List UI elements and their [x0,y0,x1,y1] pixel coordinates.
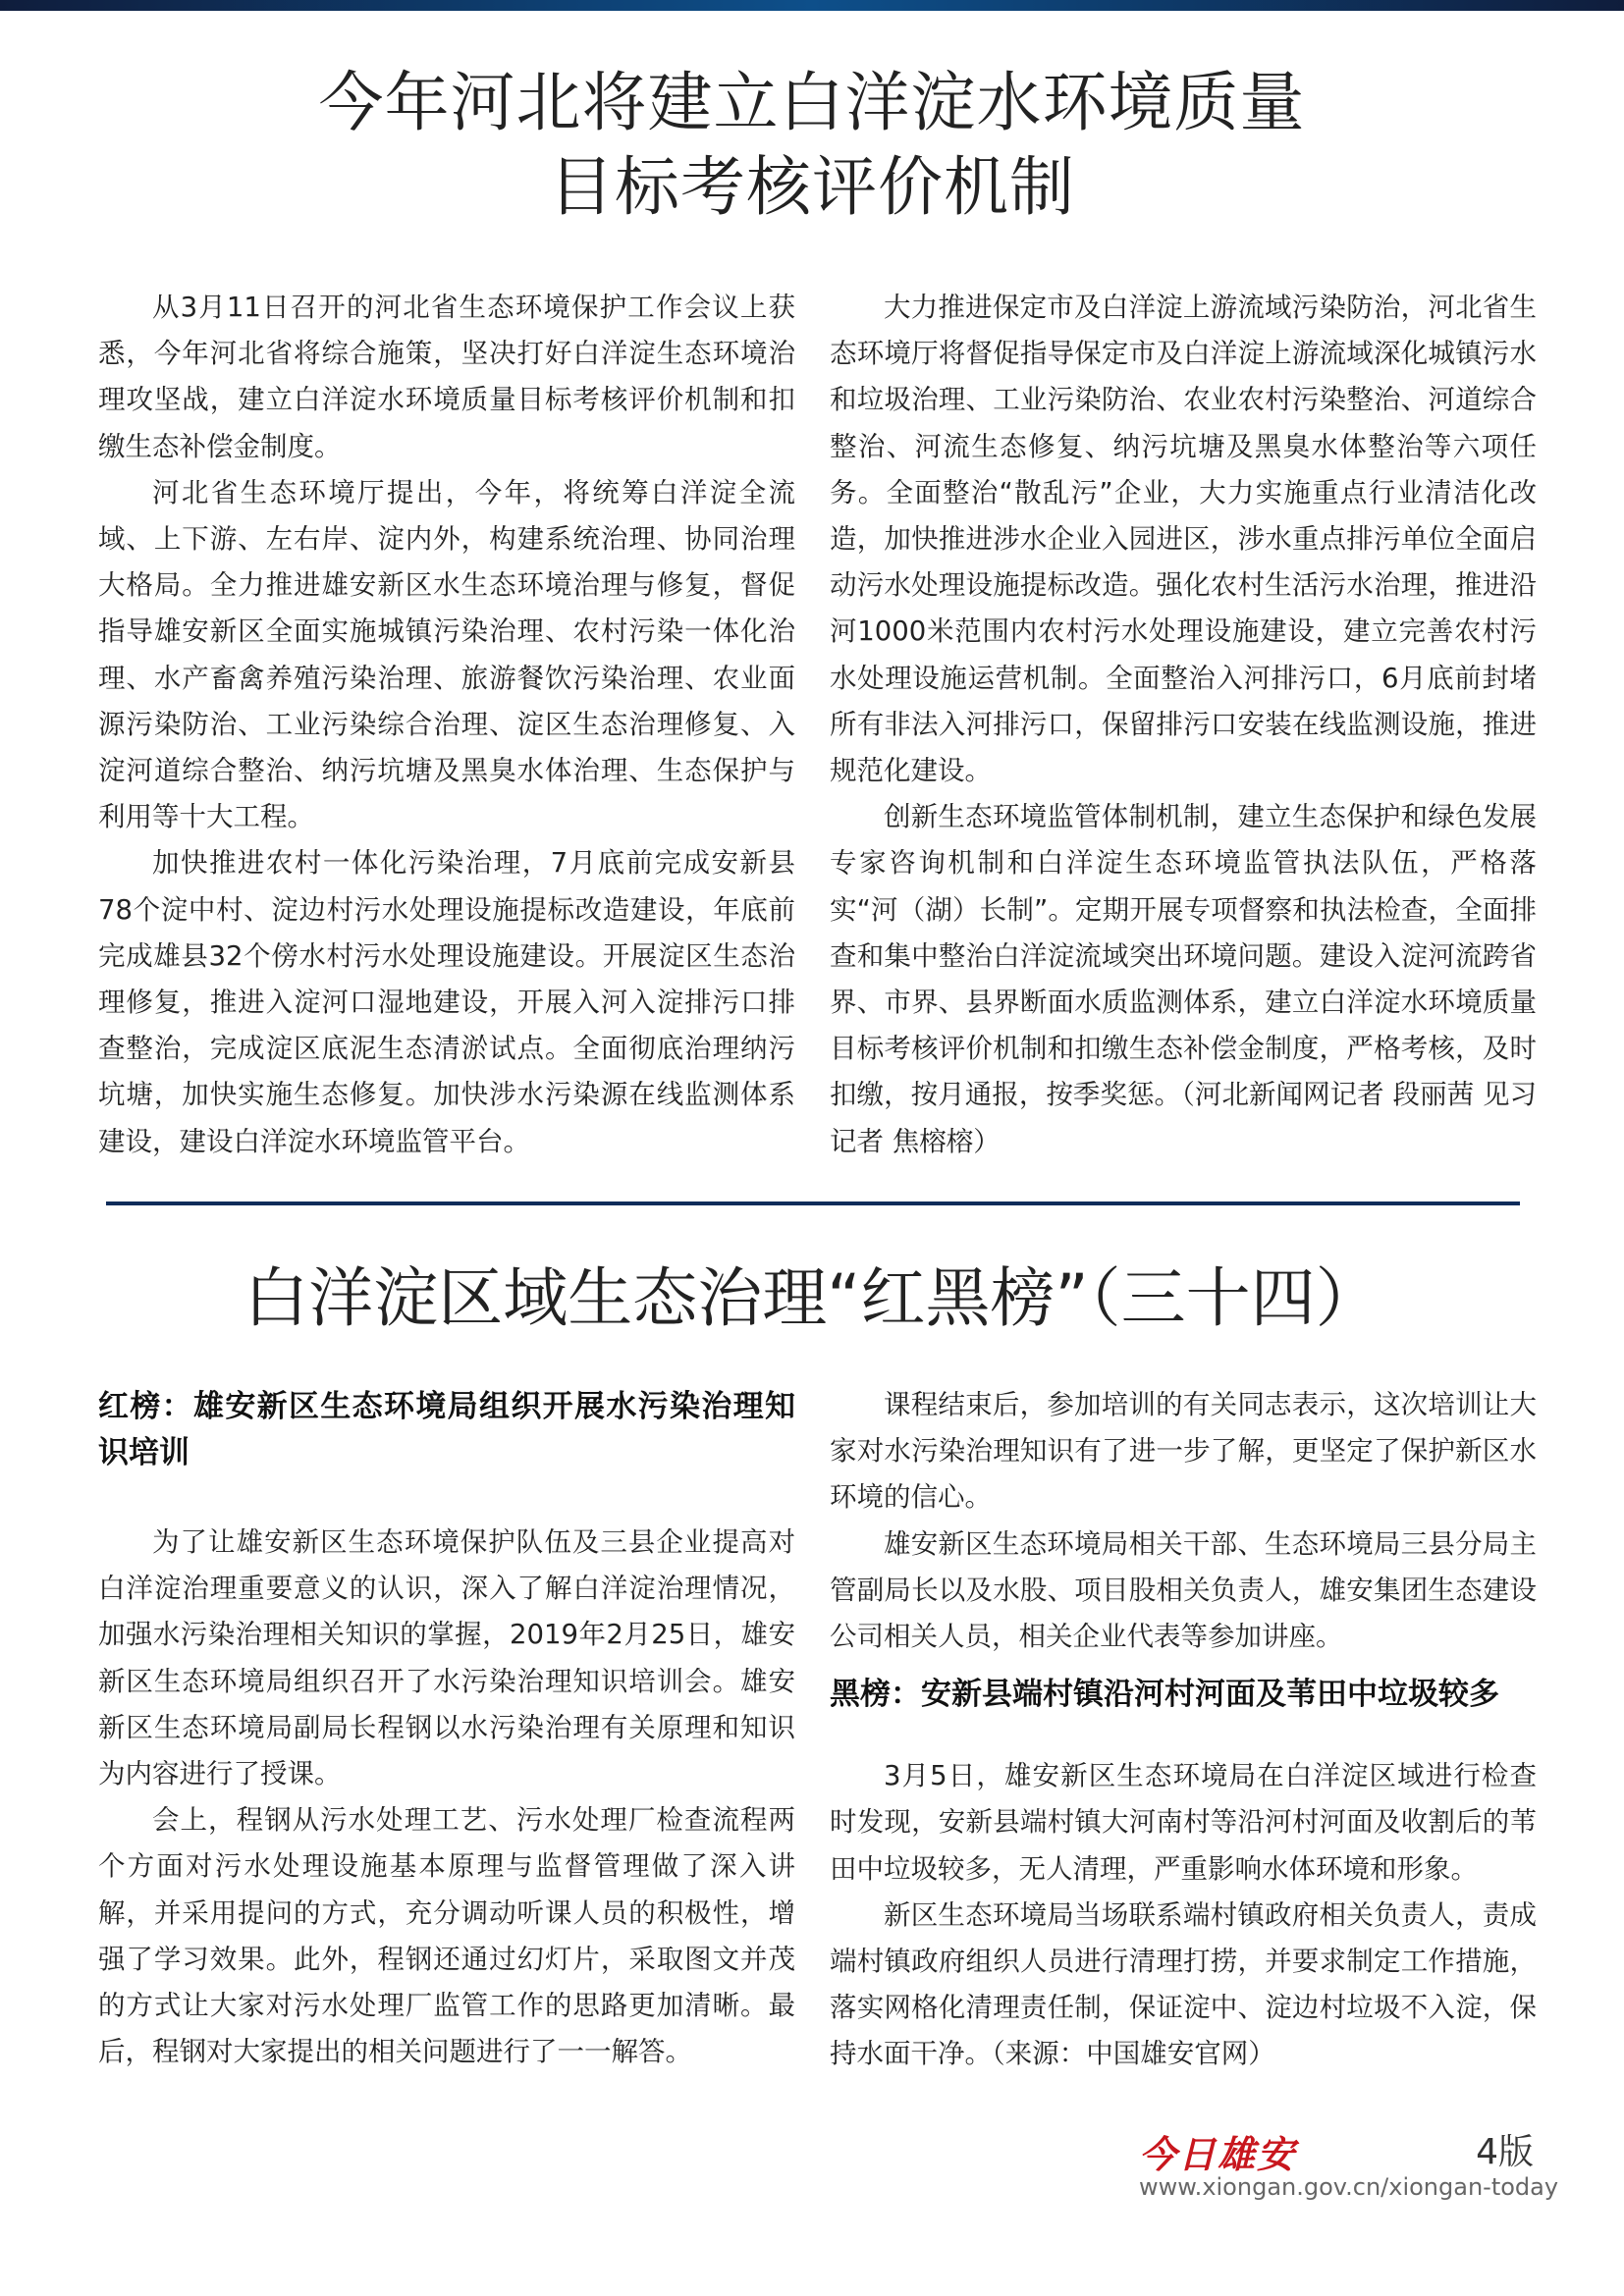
black-list-heading: 黑榜：安新县端村镇沿河村河面及苇田中垃圾较多 [830,1677,1499,1713]
newspaper-logo: 今日雄安 [1139,2132,1297,2176]
article2-right-column [830,1382,1537,2078]
paragraph: 从3月11日召开的河北省生态环境保护工作会议上获悉，今年河北省将综合施策，坚决打好白洋淀生态环境治理攻坚战，建立白洋淀水环境质量目标考核评价机制和扣缴生态补偿金制度。 [98,292,795,462]
article1-right-column [830,285,1537,1165]
article1-title-line2: 目标考核评价机制 [549,149,1075,225]
article2-left-column [98,1384,795,2075]
article1-title-line1: 今年河北将建立白洋淀水环境质量 [318,65,1306,140]
footer-url: www.xiongan.gov.cn/xiongan-today [1139,2173,1559,2201]
paragraph: 雄安新区生态环境局相关干部、生态环境局三县分局主管副局长以及水股、项目股相关负责人，雄安集团生态建设公司相关人员，相关企业代表等参加讲座。 [830,1527,1537,1653]
paragraph: 加快推进农村一体化污染治理，7月底前完成安新县78个淀中村、淀边村污水处理设施提标改造建设，年底前完成雄县32个傍水村污水处理设施建设。开展淀区生态治理修复，推进入淀河口湿地建设，开展入河入淀排污口排查整治，完成淀区底泥生态清淤试点。全面彻底治理纳污坑塘，加快实施生态修复。加快涉水污染源在线监测体系建设，建设白洋淀水环境监管平台。 [98,847,795,1157]
paragraph: 3月5日，雄安新区生态环境局在白洋淀区域进行检查时发现，安新县端村镇大河南村等沿河村河面及收割后的苇田中垃圾较多，无人清理，严重影响水体环境和形象。 [830,1760,1537,1885]
article1-left-column [98,285,795,1165]
section-divider [106,1201,1520,1205]
paragraph: 大力推进保定市及白洋淀上游流域污染防治，河北省生态环境厅将督促指导保定市及白洋淀上游流域深化城镇污水和垃圾治理、工业污染防治、农业农村污染整治、河道综合整治、河流生态修复、纳污坑塘及黑臭水体整治等六项任务。全面整治“散乱污”企业，大力实施重点行业清洁化改造，加快推进涉水企业入园进区，涉水重点排污单位全面启动污水处理设施提标改造。强化农村生活污水治理，推进沿河1000米范围内农村污水处理设施建设，建立完善农村污水处理设施运营机制。全面整治入河排污口，6月底前封堵所有非法入河排污口，保留排污口安装在线监测设施，推进规范化建设。 [830,292,1537,787]
article1-title [0,61,1624,230]
paragraph: 新区生态环境局当场联系端村镇政府相关负责人，责成端村镇政府组织人员进行清理打捞，并要求制定工作措施，落实网格化清理责任制，保证淀中、淀边村垃圾不入淀，保持水面干净。（来源：中国雄安官网） [830,1898,1537,2070]
top-banner-bar [0,0,1624,11]
paragraph: 为了让雄安新区生态环境保护队伍及三县企业提高对白洋淀治理重要意义的认识，深入了解白洋淀治理情况，加强水污染治理相关知识的掌握，2019年2月25日，雄安新区生态环境局组织召开了水污染治理知识培训会。雄安新区生态环境局副局长程钢以水污染治理有关原理和知识为内容进行了授课。 [98,1526,795,1790]
red-list-heading: 红榜：雄安新区生态环境局组织开展水污染治理知识培训 [98,1389,795,1470]
paragraph: 课程结束后，参加培训的有关同志表示，这次培训让大家对水污染治理知识有了进一步了解，更坚定了保护新区水环境的信心。 [830,1389,1537,1514]
article2-title: 白洋淀区域生态治理“红黑榜”（三十四） [244,1260,1380,1336]
paragraph: 创新生态环境监管体制机制，建立生态保护和绿色发展专家咨询机制和白洋淀生态环境监管执法队伍，严格落实“河（湖）长制”。定期开展专项督察和执法检查，全面排查和集中整治白洋淀流域突出环境问题。建设入淀河流跨省界、市界、县界断面水质监测体系，建立白洋淀水环境质量目标考核评价机制和扣缴生态补偿金制度，严格考核，及时扣缴，按月通报，按季奖惩。（河北新闻网记者 段丽茜 见习记者 焦榕榕） [830,801,1537,1157]
paragraph: 河北省生态环境厅提出，今年，将统筹白洋淀全流域、上下游、左右岸、淀内外，构建系统治理、协同治理大格局。全力推进雄安新区水生态环境治理与修复，督促指导雄安新区全面实施城镇污染治理、农村污染一体化治理、水产畜禽养殖污染治理、旅游餐饮污染治理、农业面源污染防治、工业污染综合治理、淀区生态治理修复、入淀河道综合整治、纳污坑塘及黑臭水体治理、生态保护与利用等十大工程。 [98,476,795,833]
paragraph: 会上，程钢从污水处理工艺、污水处理厂检查流程两个方面对污水处理设施基本原理与监督管理做了深入讲解，并采用提问的方式，充分调动听课人员的积极性，增强了学习效果。此外，程钢还通过幻灯片，采取图文并茂的方式让大家对污水处理厂监管工作的思路更加清晰。最后，程钢对大家提出的相关问题进行了一一解答。 [98,1804,795,2068]
page-number: 4版 [1476,2132,1534,2172]
